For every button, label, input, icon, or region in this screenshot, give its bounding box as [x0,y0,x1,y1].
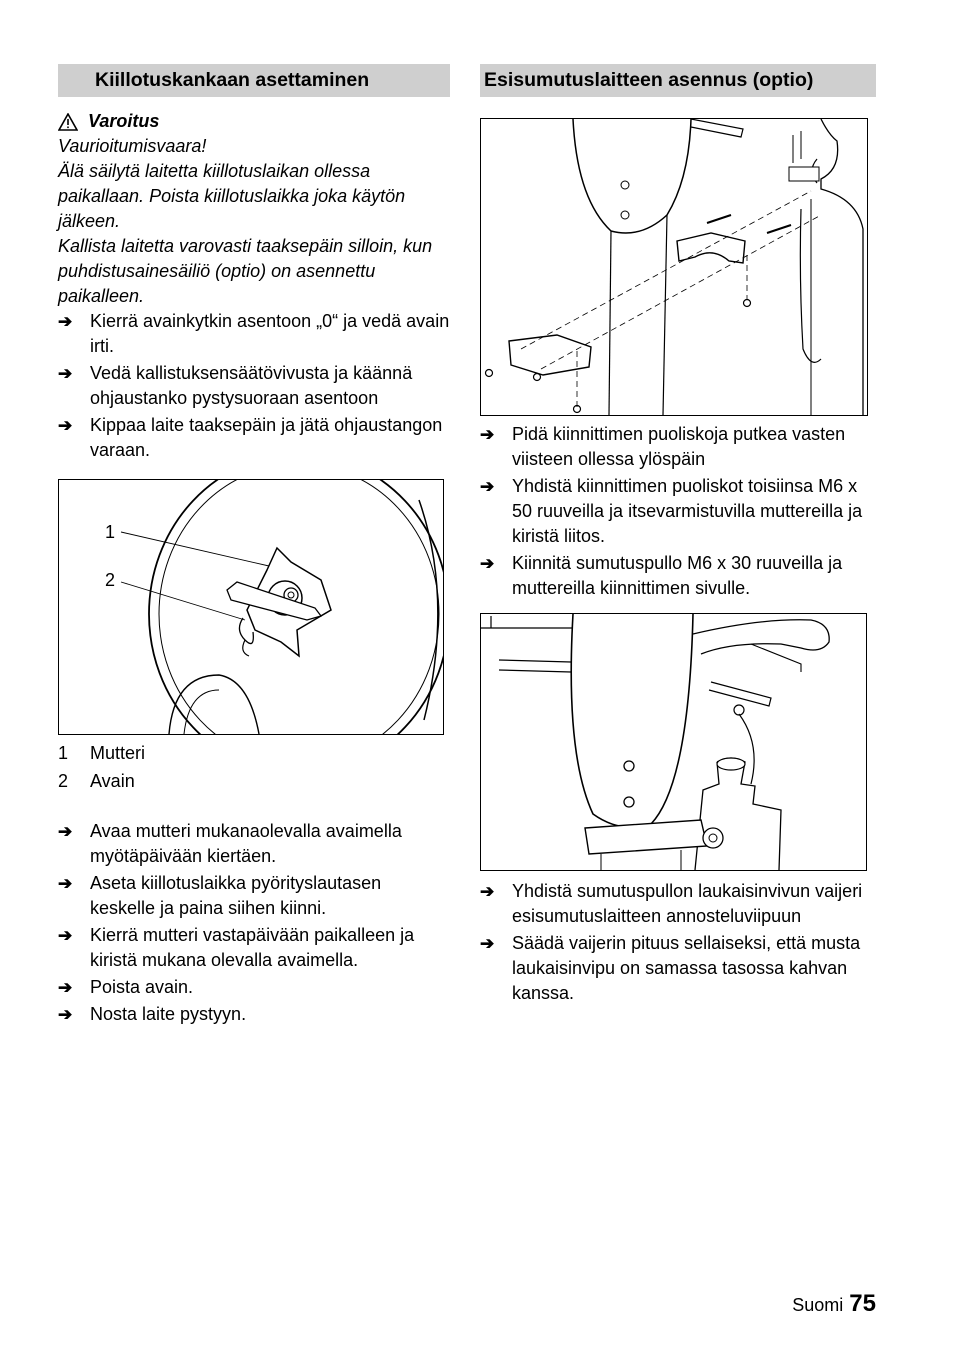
page-number: 75 [849,1290,876,1317]
warning-triangle-icon [58,113,78,131]
step-item: ➔ Avaa mutteri mukanaolevalla avaimella myötäpäivään kiertäen. [58,821,402,866]
steps-list-top [58,309,450,463]
arrow-right-icon: ➔ [58,874,73,893]
warning-body [58,134,450,309]
arrow-right-icon: ➔ [480,554,495,573]
legend-item: 1 Mutteri [58,743,146,763]
arrow-right-icon: ➔ [58,1005,73,1024]
step-item: ➔ Aseta kiillotuslaikka pyörityslautasen keskelle ja paina siihen kiinni. [58,873,382,918]
page-footer [792,1290,876,1318]
figure-bracket-assembly [480,118,868,416]
warning-title-text: Varoitus [88,111,160,131]
legend-item: 2 Avain [58,771,135,791]
warning-title [58,109,450,134]
arrow-right-icon: ➔ [58,416,73,435]
step-item: ➔ Kiinnitä sumutuspullo M6 x 30 ruuveilla ja muttereilla kiinnittimen sivulle. [480,553,843,598]
step-item: ➔ Nosta laite pystyyn. [58,1002,450,1027]
step-item: ➔ Kierrä avainkytkin asentoon „0“ ja vedä avain irti. [58,311,450,356]
figure-pad-holder [58,479,444,735]
right-column [480,64,876,1008]
arrow-right-icon: ➔ [58,312,73,331]
step-item: ➔ Vedä kallistuksensäätövivusta ja käännä ohjaustanko pystysuoraan asentoon [58,363,413,408]
left-column [58,64,450,1029]
steps-list-top [480,422,876,601]
figure-bottle-mounted [480,613,867,871]
arrow-right-icon: ➔ [58,364,73,383]
steps-list-bottom [58,819,450,1027]
arrow-right-icon: ➔ [480,425,495,444]
step-item: ➔ Poista avain. [58,975,450,1000]
figure-legend [58,739,450,795]
arrow-right-icon: ➔ [58,926,73,945]
arrow-right-icon: ➔ [480,934,495,953]
section-heading-polishing-pad: Kiillotuskankaan asettaminen [58,64,450,97]
figure-callout-1: 1 [105,522,116,542]
step-item: ➔ Yhdistä kiinnittimen puoliskot toisiinsa M6 x 50 ruuveilla ja itsevarmistuvilla muttereilla ja kiristä liitos. [480,476,863,546]
step-item: ➔ Pidä kiinnittimen puoliskoja putkea vasten viisteen ollessa ylöspäin [480,424,846,469]
steps-list-bottom [480,879,876,1006]
warning-line: Vaurioitumisvaara! [58,136,207,156]
step-item: ➔ Kierrä mutteri vastapäivään paikalleen ja kiristä mukana olevalla avaimella. [58,925,415,970]
warning-line: Kallista laitetta varovasti taaksepäin silloin, kun puhdistusainesäiliö (optio) on asennettu paikalleen. [58,236,433,306]
arrow-right-icon: ➔ [58,978,73,997]
arrow-right-icon: ➔ [58,822,73,841]
section-heading-prespray: Esisumutuslaitteen asennus (optio) [480,64,876,97]
arrow-right-icon: ➔ [480,882,495,901]
arrow-right-icon: ➔ [480,477,495,496]
footer-language: Suomi [792,1295,844,1315]
figure-callout-2: 2 [105,570,116,590]
step-item: ➔ Yhdistä sumutuspullon laukaisinvivun vaijeri esisumutuslaitteen annosteluviipuun [480,881,863,926]
warning-line: Älä säilytä laitetta kiillotuslaikan ollessa paikallaan. Poista kiillotuslaikka joka käytön jälkeen. [58,161,406,231]
step-item: ➔ Kippaa laite taaksepäin ja jätä ohjaustangon varaan. [58,415,443,460]
step-item: ➔ Säädä vaijerin pituus sellaiseksi, että musta laukaisinvipu on samassa tasossa kahvan kanssa. [480,933,861,1003]
